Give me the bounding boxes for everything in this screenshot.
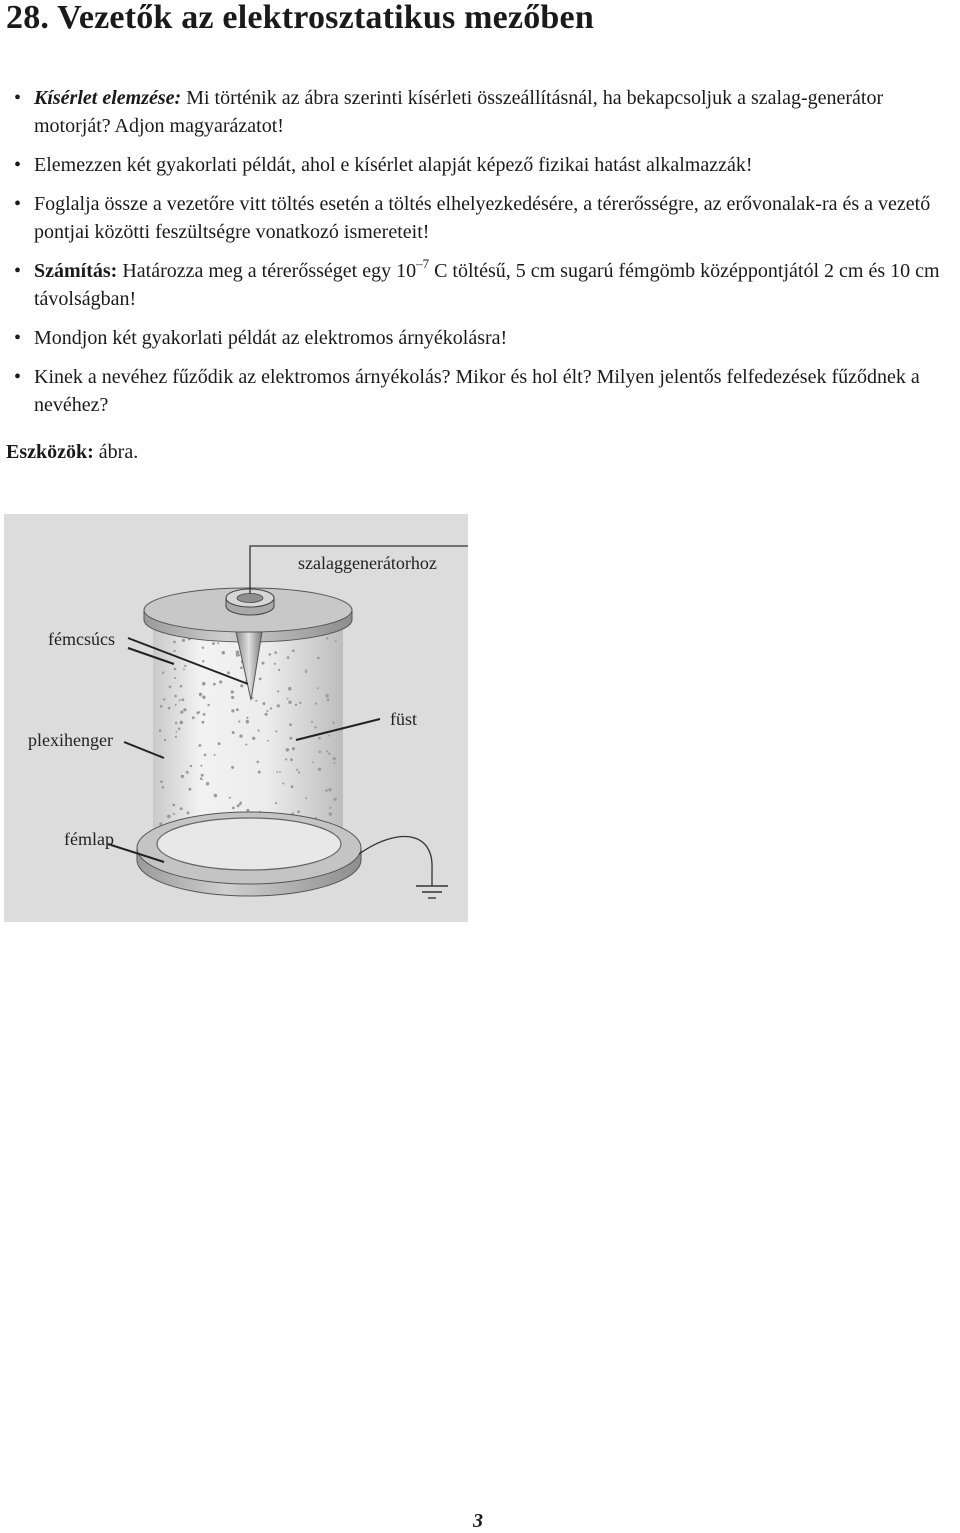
exponent: –7 xyxy=(416,256,430,271)
smoke-dot xyxy=(231,690,234,693)
smoke-dot xyxy=(290,758,293,761)
smoke-dot xyxy=(162,786,165,789)
smoke-dot xyxy=(317,687,319,689)
smoke-dot xyxy=(289,737,292,740)
bullet-icon: • xyxy=(14,327,22,349)
task-item xyxy=(0,324,960,352)
smoke-dot xyxy=(239,734,242,737)
smoke-dot xyxy=(214,754,216,756)
smoke-dot xyxy=(175,731,177,733)
smoke-dot xyxy=(175,722,177,724)
smoke-dot xyxy=(312,761,314,763)
smoke-dot xyxy=(159,729,162,732)
smoke-dot xyxy=(169,686,172,689)
task-heading: Kísérlet elemzése: xyxy=(34,87,182,109)
smoke-dot xyxy=(206,782,209,785)
smoke-dot xyxy=(178,728,181,731)
smoke-dot xyxy=(212,642,215,645)
smoke-dot xyxy=(238,720,240,722)
task-text: Foglalja össze a vezetőre vitt töltés esetén a töltés elhelyezkedésére, a térerősségre, az erővonalak-ra és a vezető pontjai közötti feszültségre vonatkozó ismereteit! xyxy=(34,193,931,243)
bullet-icon: • xyxy=(14,366,22,388)
smoke-dot xyxy=(180,807,183,810)
label-cylinder: plexihenger xyxy=(28,730,113,750)
smoke-dot xyxy=(174,677,176,679)
smoke-dot xyxy=(274,651,277,654)
smoke-dot xyxy=(173,641,176,644)
bullet-icon: • xyxy=(14,193,22,215)
smoke-dot xyxy=(333,757,336,760)
smoke-dot xyxy=(189,788,192,791)
bullet-icon: • xyxy=(14,87,22,109)
smoke-dot xyxy=(200,765,202,767)
smoke-dot xyxy=(291,785,294,788)
smoke-dot xyxy=(325,694,328,697)
smoke-dot xyxy=(282,783,284,785)
smoke-dot xyxy=(299,702,301,704)
smoke-dot xyxy=(295,704,297,706)
smoke-dot xyxy=(204,754,207,757)
task-text: Mi történik az ábra szerinti kísérleti összeállításnál, ha bekapcsoljuk a szalag-generátor motorját? Adjon magyarázatot! xyxy=(34,87,884,137)
smoke-dot xyxy=(274,663,276,665)
smoke-dot xyxy=(289,723,292,726)
smoke-dot xyxy=(305,797,307,799)
smoke-dot xyxy=(318,737,321,740)
smoke-dot xyxy=(202,660,204,662)
smoke-dot xyxy=(315,702,317,704)
smoke-dot xyxy=(175,704,177,706)
smoke-dot xyxy=(160,780,163,783)
smoke-dot xyxy=(231,696,234,699)
label-smoke: füst xyxy=(390,709,417,729)
smoke-dot xyxy=(317,657,320,660)
tools-value: ábra. xyxy=(93,441,139,463)
smoke-dot xyxy=(202,696,205,699)
smoke-dot xyxy=(180,685,183,688)
smoke-dot xyxy=(199,694,201,696)
smoke-dot xyxy=(255,700,257,702)
smoke-dot xyxy=(252,737,255,740)
ground-wire xyxy=(359,836,432,886)
smoke-dot xyxy=(246,721,249,724)
cylinder-base-rim xyxy=(157,818,341,870)
smoke-dot xyxy=(231,709,234,712)
smoke-dot xyxy=(162,672,164,674)
smoke-dot xyxy=(275,730,277,732)
smoke-dot xyxy=(277,690,279,692)
smoke-dot xyxy=(174,695,177,698)
task-text: Kinek a nevéhez fűződik az elektromos árnyékolás? Mikor és hol élt? Milyen jelentős felfedezések fűződnek a nevéhez? xyxy=(34,366,920,416)
smoke-dot xyxy=(318,768,321,771)
smoke-dot xyxy=(296,769,298,771)
smoke-dot xyxy=(203,713,206,716)
smoke-dot xyxy=(258,771,261,774)
smoke-dot xyxy=(329,812,332,815)
smoke-dot xyxy=(319,751,322,754)
smoke-dot xyxy=(328,753,330,755)
task-text: Mondjon két gyakorlati példát az elektromos árnyékolásra! xyxy=(34,327,508,349)
smoke-dot xyxy=(327,698,330,701)
smoke-dot xyxy=(262,662,265,665)
smoke-dot xyxy=(180,711,183,714)
smoke-dot xyxy=(229,797,231,799)
task-item xyxy=(0,363,960,419)
task-item xyxy=(0,151,960,179)
task-heading: Számítás: xyxy=(34,260,118,282)
smoke-dot xyxy=(190,765,192,767)
smoke-dot xyxy=(167,815,171,819)
task-item xyxy=(0,190,960,246)
experiment-illustration xyxy=(4,514,468,922)
smoke-dot xyxy=(236,651,240,655)
smoke-dot xyxy=(192,716,195,719)
smoke-dot xyxy=(240,802,242,804)
smoke-dot xyxy=(288,701,291,704)
smoke-dot xyxy=(328,735,330,737)
smoke-dot xyxy=(207,704,209,706)
smoke-dot xyxy=(265,713,268,716)
smoke-dot xyxy=(334,798,337,801)
smoke-dot xyxy=(174,650,176,652)
smoke-dot xyxy=(287,698,289,700)
smoke-dot xyxy=(180,721,184,725)
smoke-dot xyxy=(237,804,240,807)
smoke-dot xyxy=(277,704,280,707)
smoke-dot xyxy=(174,668,177,671)
smoke-dot xyxy=(172,804,175,807)
smoke-dot xyxy=(246,809,249,812)
smoke-dot xyxy=(298,771,300,773)
smoke-dot xyxy=(305,669,307,671)
smoke-dot xyxy=(187,811,190,814)
smoke-dot xyxy=(278,669,280,671)
smoke-dot xyxy=(202,721,205,724)
smoke-dot xyxy=(160,705,163,708)
smoke-dot xyxy=(219,680,222,683)
smoke-dot xyxy=(236,708,239,711)
smoke-dot xyxy=(199,744,202,747)
smoke-dot xyxy=(231,766,234,769)
tools-label: Eszközök: xyxy=(6,441,94,463)
smoke-dot xyxy=(275,802,277,804)
smoke-dot xyxy=(256,761,259,764)
smoke-dot xyxy=(332,722,334,724)
smoke-dot xyxy=(182,698,185,701)
smoke-dot xyxy=(305,671,307,673)
smoke-dot xyxy=(315,726,317,728)
smoke-dot xyxy=(262,702,265,705)
smoke-dot xyxy=(335,640,337,642)
task-text-after: C töltésű, 5 cm sugarú fémgömb középpontjától 2 cm és 10 cm távolságban! xyxy=(34,260,940,310)
smoke-dot xyxy=(200,777,202,779)
label-plate: fémlap xyxy=(64,829,114,849)
smoke-dot xyxy=(201,774,204,777)
smoke-dot xyxy=(222,651,225,654)
smoke-dot xyxy=(329,807,331,809)
smoke-dot xyxy=(227,671,230,674)
smoke-dot xyxy=(286,748,290,752)
smoke-dot xyxy=(173,813,175,815)
label-generator: szalaggenerátorhoz xyxy=(298,553,437,573)
smoke-dot xyxy=(288,687,292,691)
smoke-dot xyxy=(218,742,221,745)
smoke-dot xyxy=(287,656,290,659)
task-text-before: Határozza meg a térerősséget egy 10 xyxy=(117,260,417,282)
smoke-dot xyxy=(279,772,281,774)
smoke-dot xyxy=(285,758,287,760)
smoke-dot xyxy=(266,710,268,712)
ground-icon xyxy=(416,886,448,898)
smoke-dot xyxy=(214,794,218,798)
task-text: Elemezzen két gyakorlati példát, ahol e kísérlet alapját képező fizikai hatást alkalmazzák! xyxy=(34,154,753,176)
smoke-dot xyxy=(252,697,254,699)
smoke-dot xyxy=(240,684,243,687)
smoke-dot xyxy=(297,810,300,813)
smoke-dot xyxy=(325,789,328,792)
task-list xyxy=(0,84,960,430)
smoke-dot xyxy=(163,698,165,700)
smoke-dot xyxy=(311,721,313,723)
smoke-dot xyxy=(276,771,278,773)
smoke-dot xyxy=(326,637,328,639)
smoke-dot xyxy=(245,744,247,746)
smoke-dot xyxy=(164,739,166,741)
bullet-icon: • xyxy=(14,260,22,282)
smoke-dot xyxy=(184,665,186,667)
smoke-dot xyxy=(269,653,272,656)
smoke-dot xyxy=(232,731,235,734)
smoke-dot xyxy=(270,707,272,709)
smoke-dot xyxy=(292,649,295,652)
smoke-dot xyxy=(183,708,186,711)
smoke-dot xyxy=(202,682,206,686)
smoke-dot xyxy=(259,678,262,681)
smoke-dot xyxy=(168,707,171,710)
smoke-dot xyxy=(217,642,219,644)
smoke-dot xyxy=(202,647,204,649)
smoke-dot xyxy=(183,668,185,670)
smoke-dot xyxy=(182,639,185,642)
page-title: 28. Vezetők az elektrosztatikus mezőben xyxy=(6,0,594,36)
smoke-dot xyxy=(267,740,269,742)
smoke-dot xyxy=(213,683,216,686)
bullet-icon: • xyxy=(14,154,22,176)
tools-line xyxy=(6,438,138,466)
smoke-dot xyxy=(328,788,331,791)
smoke-dot xyxy=(181,775,184,778)
smoke-dot xyxy=(186,771,189,774)
smoke-dot xyxy=(232,807,235,810)
smoke-dot xyxy=(240,666,243,669)
smoke-dot xyxy=(175,736,177,738)
smoke-dot xyxy=(258,730,260,732)
experiment-figure xyxy=(4,514,468,922)
label-tube: fémcsúcs xyxy=(48,629,115,649)
smoke-dot xyxy=(326,750,328,752)
smoke-dot xyxy=(198,711,200,713)
smoke-dot xyxy=(246,717,248,719)
page-number: 3 xyxy=(473,1510,483,1532)
task-item xyxy=(0,257,960,313)
task-item xyxy=(0,84,960,140)
smoke-dot xyxy=(333,762,335,764)
smoke-dot xyxy=(179,699,181,701)
smoke-dot xyxy=(292,747,295,750)
connector-hole xyxy=(237,594,263,603)
